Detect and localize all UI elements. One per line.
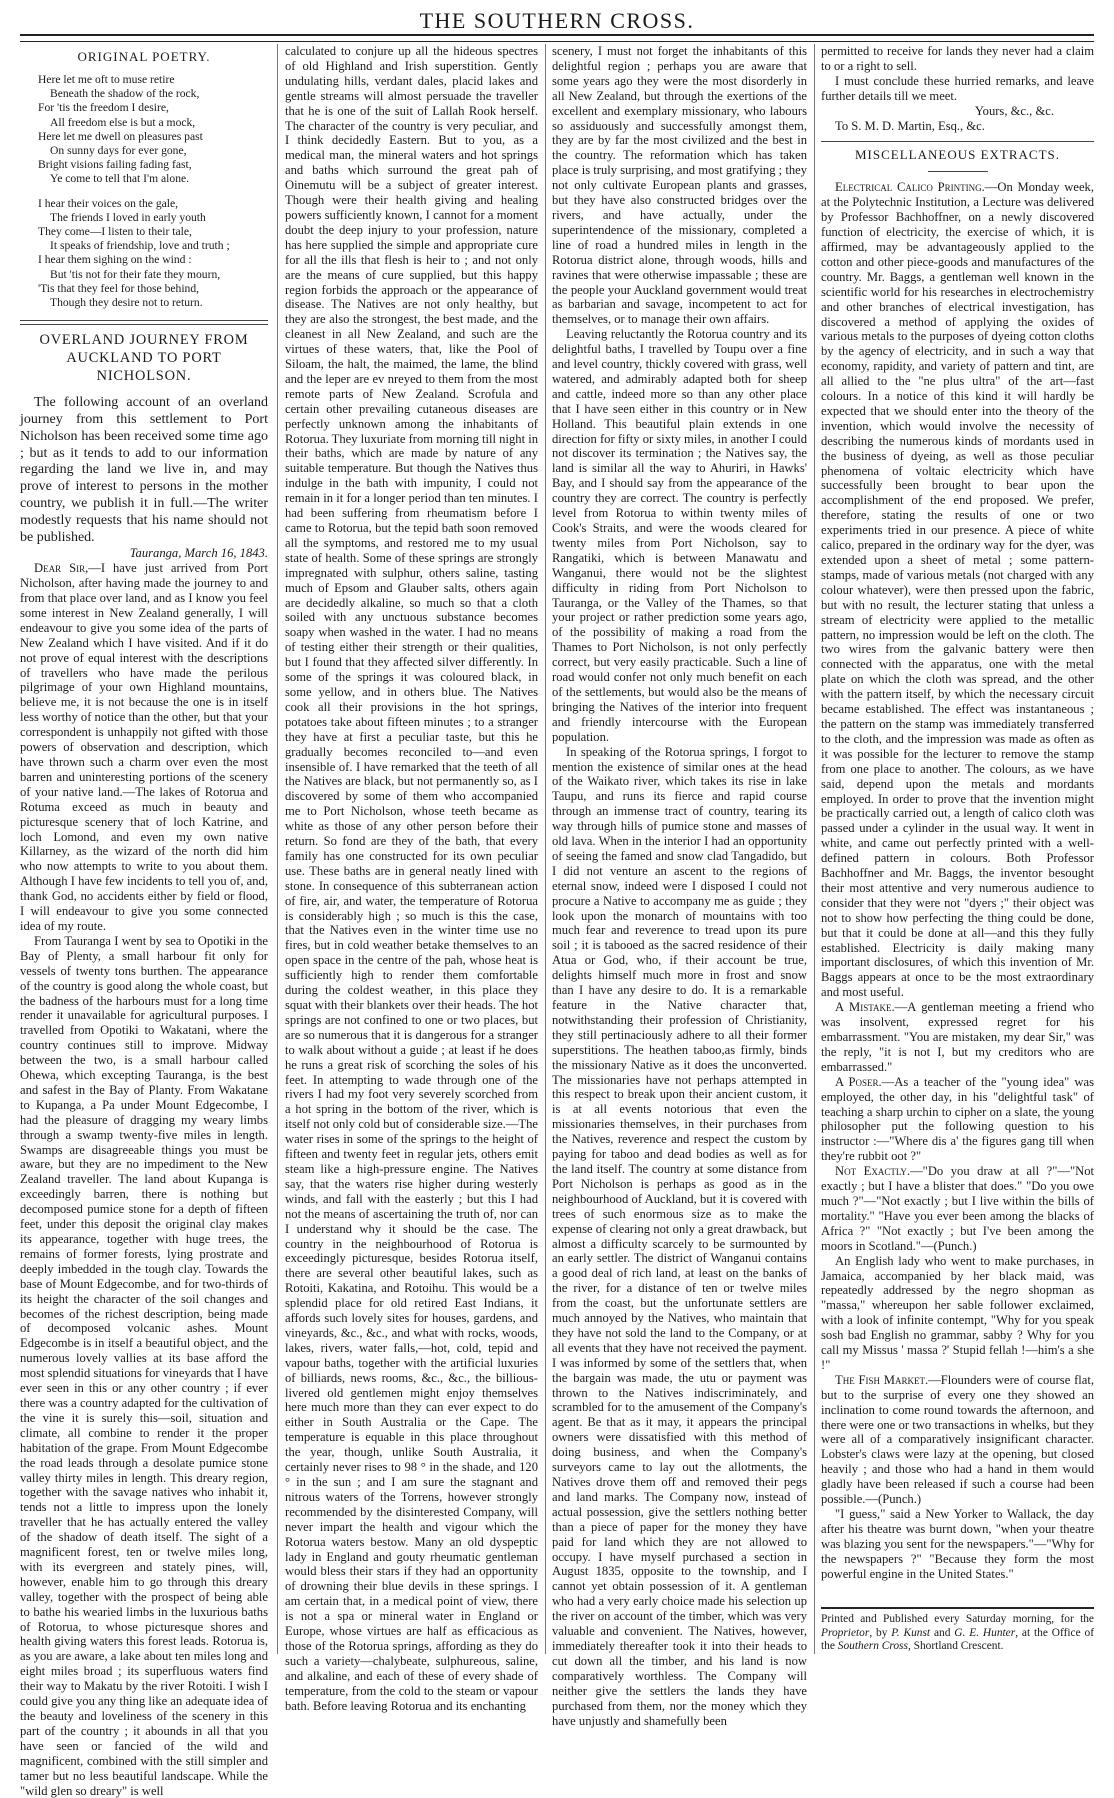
extract-item: An English lady who went to make purchases, in Jamaica, accompanied by her black maid, was repeatedly addressed by the negro shopman as "massa," whereupon her sable follower exclaimed, with a look of infinite contempt, "Why for you speak sosh bad English no grammar, sabby ? Why for you call my Missus ' massa ?' Stupid fellah !—him's a she !" [821, 1253, 1094, 1372]
column-2 [285, 44, 539, 1713]
imprint-text: Printed and Published every Saturday morning, for the [821, 1613, 1094, 1626]
body-paragraph: scenery, I must not forget the inhabitants of this delightful region ; perhaps you are aware that some years ago they were the most disorderly in all New Zealand, but through the exertions of the excellent and exemplary missionary, who labours so assiduously and successfully amongst them, they are by far the most civilized and the best in the country. The reformation which has taken place is truly surprising, and most gratifying ; they not only cultivate European plants and grasses, but they have also constructed bridges over the rivers, and have actually, under the superintendence of the missionary, completed a line of road a hundred miles in length in the Rotorua district alone, through woods, hills and ravines that were otherwise impassable ; these are the people your Auckland government would treat as barbarian and savage, incompetent to act for themselves, or to manage their own affairs. [552, 44, 807, 327]
addressee: To S. M. D. Martin, Esq., &c. [835, 118, 985, 133]
poem-line: It speaks of friendship, love and truth ; [50, 239, 230, 253]
poem-line: 'Tis that they feel for those behind, [38, 281, 200, 295]
poem-line: I hear their voices on the gale, [38, 196, 179, 210]
item-lead: Not Exactly. [835, 1164, 911, 1179]
column-divider [277, 44, 278, 1654]
extract-item [821, 1000, 1094, 1075]
poem-line: They come—I listen to their tale, [38, 224, 192, 238]
poem-line: Ye come to tell that I'm alone. [50, 172, 190, 186]
imprint-name: P. Kunst [891, 1626, 931, 1639]
extract-item [821, 1075, 1094, 1164]
item-lead: Electrical Calico Printing. [835, 180, 985, 195]
misc-heading: MISCELLANEOUS EXTRACTS. [854, 147, 1060, 163]
poem-line: But 'tis not for their fate they mourn, [50, 267, 221, 281]
poem-line: Here let me dwell on pleasures past [38, 129, 203, 143]
imprint-text: , Shortland Crescent. [907, 1640, 1004, 1653]
imprint-paper: Southern Cross [837, 1640, 908, 1653]
masthead-rule [20, 34, 1094, 42]
item-lead: The Fish Market. [835, 1372, 929, 1387]
column-4 [821, 44, 1094, 1654]
poem-stanza [38, 73, 268, 187]
dateline: Tauranga, March 16, 1843. [129, 546, 268, 561]
paragraph-text: —I have just arrived from Port Nicholson, after having made the journey to and from that place over land, and as I know you feel some interest in New Zealand generally, I will endeavour to give you some idea of the parts of New Zealand which I have visited. And if it do not prove of equal interest with the descriptions of travellers who have made the perilous pilgrimage of your own Highland mountains, believe me, it is not because the one is in itself less worthy of notice than the other, but that your correspondent is unhappily not gifted with those powers of observation and description, which have thrown such a charm over even the most barren and uninteresting portions of the scenery of your native land.—The lakes of Rotorua and Rotuma exceed as much in beauty and picturesque scenery that of loch Katrine, and loch Lomond, and even my own native Killarney, as the wizard of the north did him who now attempts to write to you about them. Although I have few incidents to tell you of, and, thank God, no accidents either by field or flood, I will endeavour to give you some connected idea of my route. [20, 561, 268, 933]
poem-line: All freedom else is but a mock, [50, 115, 196, 129]
page-columns [20, 44, 1095, 1798]
poem-line: The friends I loved in early youth [50, 210, 206, 224]
poetry-heading: ORIGINAL POETRY. [77, 49, 211, 64]
extract-item: "I guess," said a New Yorker to Wallack, the day after his theatre was burnt down, "when your theatre was blazing you sent for the newspapers."—"Why for the newspapers ?" "Because they form the most powerful engine in the United States." [821, 1507, 1094, 1581]
item-text: —A gentleman meeting a friend who was insolvent, expressed regret for his embarrassment. "You are mistaken, my dear Sir," was the reply, "it is not I, but my creditors who are embarrassed." [821, 1000, 1094, 1074]
poem-line: For 'tis the freedom I desire, [38, 101, 169, 115]
column-divider [545, 44, 546, 1654]
article-intro [20, 395, 268, 546]
poem-line: Though they desire not to return. [50, 295, 203, 309]
section-rule [821, 141, 1094, 142]
section-rule [20, 320, 268, 325]
poem-stanza [38, 197, 268, 311]
column-1 [20, 44, 268, 1798]
body-paragraph: calculated to conjure up all the hideous spectres of old Highland and Irish superstition. Gently undulating hills, verdant dales, placid lakes and gentle streams will almost persuade the traveller that he is one of the suit of Lallah Rook herself. The character of the country is very peculiar, and I think decidedly Eastern. But to you, as a medical man, the mineral waters and hot springs and baths which surround the great pah of Oinemutu will be a subject of greater interest. Though were their health giving and healing powers sufficiently known, I cannot for a moment doubt the deep injury to your profession, nature has here supplied the simple and appropriate cure for all the ills that flesh is heir to ; and not only are the means of cure supplied, but this happy region forbids the approach or the appearance of disease. The Natives are not only healthy, but they are also the strongest, the best made, and the cleanest in all New Zealand, and such are the virtues of these waters, that, like the Pool of Siloam, the halt, the maimed, the lame, the blind and the leper are ev nreyed to them from the most remote parts of New Zealand. Scrofula and certain other prevailing cutaneous diseases are perfectly unknown among the inhabitants of Rotorua. They luxuriate from morning till night in their baths, which are made by nature of any suitable temperature. But though the Natives thus indulge in the bath with impunity, I could not remain in it for a longer period than ten minutes. I had been suffering from rheumatism before I came to Rotorua, but the tepid bath soon removed all the symptoms, and restored me to my usual state of health. Some of these springs are strongly impregnated with sulphur, others saline, tasting much of Epsom and Glauber salts, others again are decidedly alkaline, so much so that a cloth soiled with any unctuous substance becomes soapy when washed in the water. I had no means of testing either their strength or their qualities, but I found that they affected silver differently. In some of the springs it was coloured black, in some yellow, and in others blue. The Natives cook all their provisions in the hot springs, potatoes take about fifteen minutes ; to a stranger they have at first a peculiar taste, but this he gradually becomes reconciled to—and even insensible of. I have remarked that the teeth of all the Natives are black, but not permanently so, as I discovered by some of them who accompanied me to Port Nicholson, whose teeth became as white as those of any other person before their return. So fond are they of the bath, that every family has one constructed for its own peculiar use. These baths are in general neatly lined with stone. In consequence of this subterranean action of fire, air, and water, the temperature of Rotorua is considerably high ; so much is this the case, that the Natives even in the winter time use no fires, but in cold weather betake themselves to an open space in the centre of the pah, whose heat is sufficiently high to render them comfortable during the coldest weather, in this place they squat with their blankets over their heads. The hot springs are not confined to one or two places, but are so numerous that it is dangerous for a stranger to walk about without a guide ; at least if he does he runs a great risk of scorching the soles of his feet. In attempting to wade through one of the rivers I had my foot very severely scorched from a hot spring in the bottom of the river, which is itself not only cold but of considerable size.—The water rises in some of the springs to the height of fifteen and twenty feet in regular jets, others emit steam like a high-pressure engine. The Natives say, that the waters rise higher during westerly winds, and fall with the easterly ; but this I had not the means of ascertaining the truth of, nor can I understand why it should be the case. The country in the neighbourhood of Rotorua is exceedingly picturesque, besides Rotorua itself, there are several other beautiful lakes, such as Rotoiti, Kakatina, and Rotoihu. This would be a splendid place for old retired East Indians, it affords such lovely sites for houses, gardens, and vineyards, &c., &c., and what with rocks, woods, lakes, rivers, water falls,—hot, cold, tepid and vapour baths, together with the artificial luxuries of billiards, news rooms, &c., &c., the billious-livered old gentlemen might enjoy themselves here much more than they can ever expect to do either in South Australia or the Cape. The temperature is equable in this place throughout the year, though, unlike South Australia, it certainly never rises to 98 ° in the shade, and 120 ° in the sun ; and I am sure the stagnant and nitrous waters of the Torrens, however strongly recommended by the disinterested Company, will never impart the health and vigour which the Rotorua waters bestow. Many an old dyspeptic lady in England and gouty rheumatic gentleman would bless their stars if they had an opportunity of drowning their blue devils in these springs. I am certain that, in a medical point of view, there is not a spa or mineral water in England or Europe, whose virtues are half as efficacious as those of the Rotorua springs, affording as they do such a variety—chalybeate, sulphureous, saline, and alkaline, and each of these of every shade of temperature, from the cold to the steam or vapour bath. Before leaving Rotorua and its enchanting [285, 44, 539, 1713]
body-paragraph: From Tauranga I went by sea to Opotiki in the Bay of Plenty, a small harbour fit only for vessels of twenty tons burthen. The appearance of the country is good along the whole coast, but the badness of the harbours must for a long time render it unavailable for agricultural purposes. I travelled from Opotiki to Wakatani, where the country continues still to improve. Midway between the two, is a small harbour called Ohewa, which excepting Tauranga, is the best and safest in the Bay of Planty. From Wakatane to Kupanga, a Pa under Mount Edgecombe, I had the pleasure of dragging my weary limbs through a swamp twenty-five miles in length. Swamps are disagreeable things you must be aware, but they are no impediment to the New Zealand traveller. The land about Kupanga is exceedingly barren, there is nothing but decomposed pumice stone for a depth of fifteen feet, under this deposit the original clay makes its appearance, together with huge trees, the remains of former forests, lying prostrate and deeply imbedded in the tough clay. Towards the base of Mount Edgecombe, and for two-thirds of its height the character of the soil changes and becomes of the richest description, being made of decomposed volcanic ashes. Mount Edgecombe is in itself a beautiful object, and the numerous lovely vallies at its base afford the most splendid situations for vineyards that I have ever seen in this or any other country ; if ever there was a country adapted for the cultivation of the vine it is surely this—soil, situation and climate, all combine to render it the proper habitation of the grape. From Mount Edgecombe the road leads through a desolate pumice stone valley thirty miles in length. This dreary region, together with the savage natives who inhabit it, tends not a little to impress upon the lonely traveller that he has actually entered the valley of the shadow of death itself. The sight of a magnificent forest, ten or twelve miles long, with its evergreen and stately pines, will, however, enable him to go through this dreary valley, together with the prospect of being able to bathe his wearied limbs in the luxurious baths of Rotorua, to whose picturesque shores and health giving waters this forest leads. Rotorua is, as you are aware, a lake about ten miles long and eight miles broad ; its superfluous waters find their way to Makatu by the river Rotoiti. I wish I could give you any thing like an adequate idea of the beauty and loveliness of the scenery in this part of the country ; it abounds in all that you have seen or fancied of the wild and magnificent, combined with the still simpler and tamer but no less beautiful landscape. While the "wild glen so dreary" is well [20, 933, 268, 1798]
body-paragraph: Leaving reluctantly the Rotorua country and its delightful baths, I travelled by Toupu over a fine and level country, thickly covered with grass, well watered, and admirably adapted both for sheep and cattle, indeed more so than any other place that I have seen either in this country or in New Holland. This beautiful plain extends in one direction for fifty or sixty miles, in another I could not discover its termination ; the Natives say, the land is similar all the way to Ahuriri, in Hawks' Bay, and I should say from the appearance of the country they are correct. The country is perfectly level from Rotorua to within twenty miles of Cook's Straits, and were the woods cleared for twenty miles from Port Nicholson, say to Rangatiki, which is between Manawatu and Wanganui, there would not be the slightest difficulty in riding from Port Nicholson to Tauranga, or the Valley of the Thames, so that your project or rather prediction some years ago, of the possibility of making a road from the Thames to Port Nicholson, is not only perfectly correct, but very easily practicable. Such a line of road would confer not only much benefit on each of the settlements, but would also be the means of bringing the Natives of the interior into frequent and friendly intercourse with the European population. [552, 327, 807, 744]
poem-line: Beneath the shadow of the rock, [50, 87, 200, 101]
imprint-role: Proprietor [821, 1626, 870, 1639]
item-text: —On Monday week, at the Polytechnic Institution, a Lecture was delivered by Professor Bachhoffner, on a newly discovered function of electricity, the exercise of which, it is affirmed, may be advantageously applied to the cotton and other piece-goods and manufactures of the country. Mr. Baggs, a gentleman well known in the scientific world for his researches in electrochemistry and other branches of electrical investigation, has discovered a method of applying the oxides of various metals to the purposes of dyeing cotton cloths by the agency of electricity, and in such a way that economy, rapidity, and variety of pattern and tint, are all allied to the "ne plus ultra" of the art—fast colours. In a notice of this kind it will hardly be expected that we should enter into the theory of the invention, which would involve the necessity of describing the numerous kinds of mordants used in the business of dyeing, as well as those peculiar phenomena of voltaic electricity which have successfully been brought to bear upon the accomplishment of the end proposed. We prefer, therefore, stating the results of one or two experiments tried in our presence. A piece of white calico, prepared in the ordinary way for the dyer, was extended upon a sheet of metal ; some pattern-stamps, made of various metals (not charged with any colour whatever), were then pressed upon the fabric, but with no result, the lecturer stating that unless a stream of electricity were applied to the metallic pattern, no impression would be left on the cloth. The two wires from the galvanic battery were then connected with the apparatus, one with the metal plate on which the cloth was spread, and the other with the pattern itself, by which the necessary circuit became established. The effect was instantaneous ; the pattern on the stamp was immediately transferred to the cloth, and the impression was made as often as it was possible for the lecturer to remove the stamp from one place to another. The colours, as we have said, depend upon the metals and mordants employed. In order to prove that the invention might be practically carried out, a length of calico cloth was passed under a cylinder in the usual way. It went in white, and came out perfectly printed with a well-defined pattern in colours. Both Professor Bachhoffner and Mr. Baggs, the inventor besought their most attentive and very numerous audience to consider that they were not "dyers ;" their object was not to show how perfecting the thing could be done, but that it could be done at all—and this they fully established. Electricity is daily making many important disclosures, of which this invention of Mr. Baggs appears at once to be the most extraordinary and most useful. [821, 180, 1095, 1000]
closing: Yours, &c., &c. [974, 103, 1054, 118]
article-title: OVERLAND JOURNEY FROM AUCKLAND TO PORT NICHOLSON. [39, 332, 249, 385]
body-paragraph: permitted to receive for lands they never had a claim to or a right to sell. [821, 44, 1094, 73]
body-paragraph: I must conclude these hurried remarks, and leave further details till we meet. [821, 73, 1094, 103]
item-text: —As a teacher of the "young idea" was employed, the other day, in his "delightful task" of teaching a sharp urchin to cipher on a slate, the young philosopher put the following question to his instructor :—"Where dis a' the figures gang till when they're rubbit oot ?" [821, 1074, 1094, 1164]
poem-line: On sunny days for ever gone, [50, 143, 187, 157]
intro-paragraph: The following account of an overland journey from this settlement to Port Nicholson has been received some time ago ; but as it tends to add to our information regarding the land we live in, and may prove of interest to persons in the mother country, we publish it in full.—The writer modestly requests that his name should not be published. [20, 395, 268, 545]
imprint [821, 1607, 1094, 1654]
imprint-text: and [933, 1626, 951, 1639]
poem-line: I hear them sighing on the wind : [38, 253, 192, 267]
poem-line: Here let me oft to muse retire [38, 72, 175, 86]
column-divider [814, 44, 815, 1654]
item-lead: A Mistake. [835, 1000, 895, 1015]
imprint-name: G. E. Hunter [954, 1626, 1016, 1639]
body-paragraph [20, 561, 268, 934]
imprint-text: , by [869, 1626, 888, 1639]
item-text: —"Do you draw at all ?"—"Not exactly ; but I have a blister that does." "Do you owe much ?"—"Not exactly ; but I live within the bills of mortality." "Have you ever been among the blacks of Africa ?" "Not exactly ; but I've been among the moors in Scotland."—(Punch.) [821, 1164, 1094, 1253]
newspaper-title: THE SOUTHERN CROSS. [419, 8, 695, 33]
poem [38, 73, 268, 310]
imprint-text: , at the Office of the [821, 1626, 1094, 1653]
body-paragraph: In speaking of the Rotorua springs, I forgot to mention the existence of similar ones at the head of the Waikato river, which takes its rise in lake Taupu, and runs its fierce and rapid course through an immense tract of country, tearing its way through hills of pumice stone and masses of old lava. When in the interior I had an opportunity of seeing the famed and snow clad Tangadido, but I did not venture an ascent to the regions of eternal snow, indeed were I disposed I could not procure a Native to accompany me as guide ; they look upon the monarch of mountains with too much fear and reverence to tread upon its pure soil ; it is tabooed as the sacred residence of their Atua or God, who, if their account be true, delights himself much more in frost and snow than I have any desire to do. It is a remarkable feature in the Native character that, notwithstanding their profession of Christianity, they still pertinaciously adhere to all their former superstitions. The heathen taboo,as firmly, binds the missionary Native as it does the unconverted. The missionaries have not perhaps attempted in this respect to break upon their ancient custom, it is at all events notorious that even the missionaries themselves, in their purchases from the Natives, reverence and respect the custom by paying for taboo and dead bodies as well as for the land itself. The country at some distance from Port Nicholson is perhaps as good as in the neighbourhood of Auckland, but it is covered with trees of such enormous size as to make the expense of clearing not only a great drawback, but almost a difficulty scarcely to be surmounted by an early settler. The district of Wanganui contains a good deal of rich land, at least on the banks of the river, for a distance of ten or twelve miles from the coast, but the unfortunate settlers are much annoyed by the Natives, who maintain that they have not sold the land to the Company, or at all events that they have not received the payment. I was informed by some of the settlers that, when the bargain was made, the utu or payment was thrown to the Natives indiscriminately, and scrambled for to the amusement of the Company's agent. Be that as it may, it appears the principal owners were dissatisfied with this method of doing business, and when the Company's surveyors came to lay out the allotments, the Natives drove them off and removed their pegs and land marks. The Company now, instead of actual possession, give the settlers nothing better than a piece of paper for the money they have paid for land which they are not allowed to occupy. I have myself purchased a section in August 1835, opposite to the township, and I cannot yet obtain possession of it. A gentleman who had a very early choice made his selection up the river on account of the timber, which was very valuable and convenient. The Natives, however, immediately thereafter took it into their heads to cut down all the timber, and his land is now comparatively worthless. The Company will neither give the settlers the lands they have purchased from them, nor the money which they have unjustly and shamefully been [552, 744, 807, 1728]
masthead [20, 6, 1094, 42]
column-3 [552, 44, 807, 1728]
extract-item [821, 1373, 1094, 1507]
item-text: —Flounders were of course flat, but to the surprise of every one they showed an inclination to come round towards the afternoon, and there were one or two transactions in whelks, but they were all of a comparatively insignificant character. Lobster's claws were lazy at the opening, but closed heavily ; and those who had a hand in them would gladly have been released if such a course had been possible.—(Punch.) [821, 1372, 1094, 1507]
item-lead: A Poser. [835, 1074, 882, 1089]
short-rule [928, 171, 988, 172]
extract-item [821, 1164, 1094, 1253]
poem-line: Bright visions failing fading fast, [38, 158, 192, 172]
extract-item [821, 180, 1094, 1000]
salutation: Dear Sir, [34, 561, 89, 576]
